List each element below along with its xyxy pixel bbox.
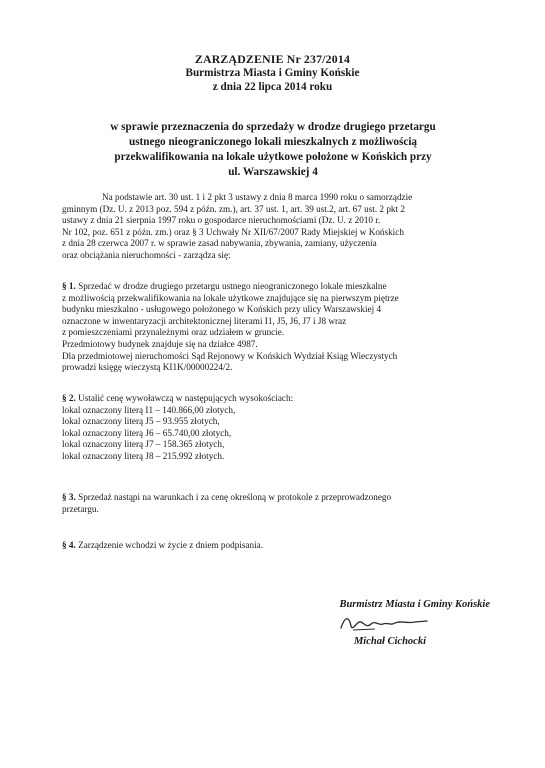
paragraph-mark: § 4. (62, 540, 76, 550)
section-1 (62, 281, 484, 374)
preamble-line: Nr 102, poz. 651 z późn. zm.) oraz § 3 Uchwały Nr XII/67/2007 Rady Miejskiej w Końskich (62, 226, 404, 237)
issuer-line: Burmistrza Miasta i Gminy Końskie (185, 67, 360, 79)
subject-line: ustnego nieograniczonego lokali mieszkalnych z możliwością (128, 136, 418, 148)
subject-block (82, 120, 464, 180)
section-1-line: oznaczone w inwentaryzacji architektonicznej literami I1, J5, J6, J7 i J8 wraz (62, 315, 347, 326)
signer-name: Michał Cichocki (353, 636, 427, 647)
section-1-line: budynku mieszkalno - usługowego położonego w Końskich przy ulicy Warszawskiej 4 (62, 304, 382, 315)
section-1-line: z możliwością przekwalifikowania na lokale użytkowe znajdujące się na pierwszym piętrze (62, 292, 399, 303)
section-2 (62, 393, 484, 463)
section-1-first-line: § 1. Sprzedać w drodze drugiego przetargu ustnego nieograniczonego lokale mieszkalne (62, 281, 387, 291)
subject-line: w sprawie przeznaczenia do sprzedaży w drodze drugiego przetargu (110, 121, 436, 133)
preamble-line: ustawy z dnia 21 sierpnia 1997 roku o gospodarce nieruchomościami (Dz. U. z 2010 r. (62, 215, 381, 226)
signatory-title: Burmistrz Miasta i Gminy Końskie (339, 599, 490, 610)
price-item: lokal oznaczony literą J7 – 158.365 złotych, (62, 439, 225, 450)
document-title: ZARZĄDZENIE Nr 237/2014 (194, 52, 351, 66)
section-1-line: prowadzi księgę wieczystą KI1K/00000224/2. (62, 362, 233, 373)
price-item: lokal oznaczony literą J5 – 93.955 złotych, (62, 416, 220, 427)
section-3-line: przetargu. (62, 503, 99, 514)
preamble-line: z dnia 28 czerwca 2007 r. w sprawie zasad nabywania, zbywania, zamiany, użyczenia (62, 238, 377, 249)
date-line: z dnia 22 lipca 2014 roku (212, 81, 333, 93)
price-item: lokal oznaczony literą J6 – 65.740,00 złotych, (62, 427, 232, 438)
preamble-line: oraz obciążania nieruchomości - zarządza się: (62, 249, 231, 260)
section-4 (62, 540, 484, 552)
section-1-line: Dla przedmiotowej nieruchomości Sąd Rejonowy w Końskich Wydział Ksiąg Wieczystych (62, 350, 398, 361)
preamble-line: Na podstawie art. 30 ust. 1 i 2 pkt 3 ustawy z dnia 8 marca 1990 roku o samorządzie (102, 192, 413, 202)
legal-basis-preamble (62, 192, 484, 262)
subject-line: ul. Warszawskiej 4 (228, 166, 318, 178)
section-3 (62, 492, 484, 515)
paragraph-mark: § 3. (62, 492, 76, 502)
preamble-line: gminnym (Dz. U. z 2013 poz. 594 z późn. zm.), art. 37 ust. 1, art. 39 ust.2, art. 67 ust. 2 pkt 2 (62, 203, 405, 214)
section-2-intro: § 2. Ustalić cenę wywoławczą w następujących wysokościach: (62, 393, 294, 403)
subject-line: przekwalifikowania na lokale użytkowe położone w Końskich przy (114, 151, 432, 163)
paragraph-mark: § 2. (62, 393, 76, 403)
section-3-first-line: § 3. Sprzedaż nastąpi na warunkach i za cenę określoną w protokole z przeprowadzonego (62, 492, 392, 502)
section-1-line: Przedmiotowy budynek znajduje się na działce 4987. (62, 338, 258, 349)
price-item: lokal oznaczony literą J8 – 215.992 złotych. (62, 450, 225, 461)
section-4-line: § 4. Zarządzenie wchodzi w życie z dniem podpisania. (62, 540, 264, 550)
document-header (0, 52, 545, 94)
section-1-line: z pomieszczeniami przynależnymi oraz udziałem w gruncie. (62, 327, 285, 338)
handwritten-signature (335, 612, 435, 634)
signature-block (280, 598, 490, 612)
price-item: lokal oznaczony literą I1 – 140.866,00 złotych, (62, 404, 236, 415)
paragraph-mark: § 1. (62, 281, 76, 291)
